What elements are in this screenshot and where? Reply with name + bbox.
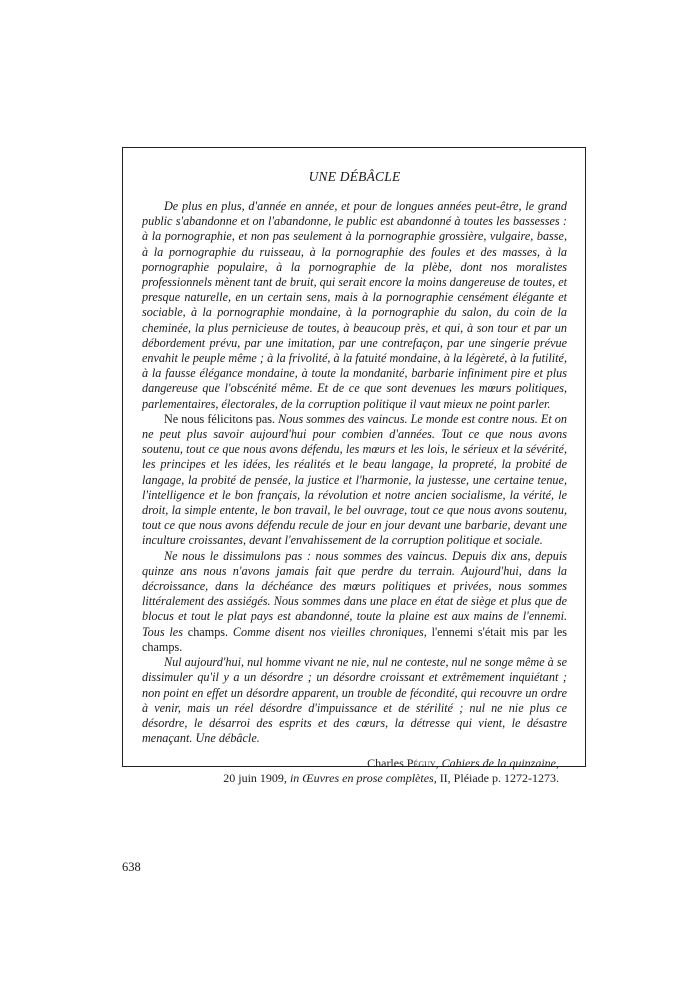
citation-date: 20 juin 1909, [223,771,290,786]
citation-author-last: Péguy [406,756,436,771]
citation-collection: Œuvres en prose complètes [299,771,434,786]
paragraph-3-roman-1: champs. [187,624,229,639]
citation-in: in [289,771,300,786]
paragraph-2-italic: Nous sommes des vaincus. Le monde est contre nous. Et on ne peut plus savoir aujourd'hui pour combien d'années. Tout ce que nous avons soutenu, tout ce que nous avons défendu, les mœurs et les lois, le sérieux et la sévérité, les principes et les idées, les réalités et le beau langage, la propreté, la probité de langage, la probité de pensée, la justice et l'harmonie, la justesse, une certaine tenue, l'intelligence et le bon français, la révolution et notre ancien socialisme, la vérité, le droit, la simple entente, le bon travail, le bel ouvrage, tout ce que nous avons soutenu, tout ce que nous avons défendu recule de jour en jour devant une barbarie, devant une inculture croissantes, devant l'envahissement de la corruption politique et sociale. [142,411,567,548]
paragraph-3-roman-2: l'ennemi s'était mis par les champs. [142,624,567,654]
paragraph-3 [142,549,567,655]
paragraph-3-italic-1: Ne nous le dissimulons pas : nous sommes des vaincus. Depuis dix ans, depuis quinze ans nous n'avons jamais fait que perdre du terrain. Aujourd'hui, dans la décroissance, dans la déchéance des mœurs politiques et privées, nous sommes littéralement des assiégés. Nous sommes dans une place en état de siège et plus que de blocus et tout le plat pays est abandonné, toute la plaine est aux mains de l'ennemi. Tous les [142,548,567,639]
citation-author-first: Charles [367,756,407,771]
citation-work: Cahiers de la quinzaine, [441,756,559,771]
citation [142,756,567,786]
paragraph-4: Nul aujourd'hui, nul homme vivant ne nie, nul ne conteste, nul ne songe même à se dissimuler qu'il y a un désordre ; un désordre croissant et extrêmement inquiétant ; non point en effet un désordre apparent, un trouble de fécondité, qui recouvre un ordre à venir, mais un réel désordre d'impuissance et de stérilité ; nul ne nie plus ce désordre, le désarroi des esprits et des cœurs, la détresse qui vient, le désastre menaçant. Une débâcle. [142,655,567,746]
citation-line-2 [142,771,559,786]
citation-line-1: Charles Péguy, Cahiers de la quinzaine, [367,756,559,771]
page-number: 638 [122,860,141,874]
citation-ref: , II, Pléiade p. 1272-1273. [433,771,559,786]
paragraph-2 [142,412,567,549]
paragraph-3-italic-2: Comme disent nos vieilles chroniques, [228,624,432,639]
article-title: UNE DÉBÂCLE [308,169,401,184]
paragraph-2-roman: Ne nous félicitons pas. [164,411,276,426]
text-box [122,147,586,786]
paragraph-1: De plus en plus, d'année en année, et pour de longues années peut-être, le grand public s'abandonne et on l'abandonne, le public est abandonné à toutes les bassesses : à la pornographie, et non pas seulement à la pornographie grossière, vulgaire, basse, à la pornographie du ruisseau, à la pornographie des foules et des masses, à la pornographie populaire, à la pornographie de la plèbe, dont nos moralistes professionnels mènent tant de bruit, qui serait encore la moins dangereuse de toutes, et presque naturelle, en un certain sens, mais à la pornographie censément élégante et sociable, à la pornographie mondaine, à la pornographie du salon, du coin de la cheminée, la plus pernicieuse de toutes, à beaucoup près, et qui, à son tour et par un débordement prévu, par une imitation, par une contrefaçon, par une singerie prévue envahit le peuple même ; à la frivolité, à la fatuité mondaine, à la légèreté, à la futilité, à la fausse élégance mondaine, à toute la mondanité, barbarie infiniment pire et plus dangereuse que l'obscénité même. Et de ce que sont devenues les mœurs politiques, parlementaires, électorales, de la corruption politique il vaut mieux ne point parler. [142,199,567,411]
